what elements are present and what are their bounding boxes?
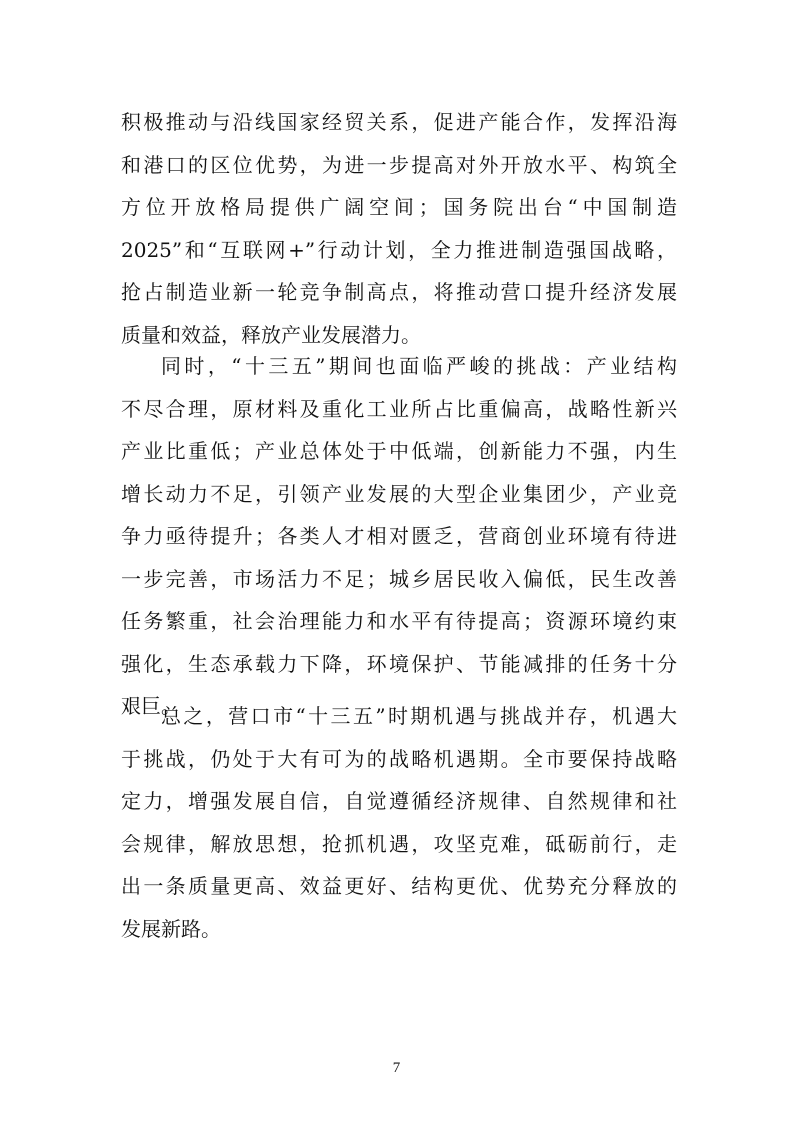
text-line: 质量和效益，释放产业发展潜力。 [121,322,421,347]
text-line: 于挑战，仍处于大有可为的战略机遇期。全市要保持战略 [121,746,677,771]
paragraph-1 [121,101,677,356]
text-line: 方位开放格局提供广阔空间；国务院出台“中国制造 [121,195,677,219]
text-line: 争力亟待提升；各类人才相对匮乏，营商创业环境有待进 [121,524,677,548]
text-line: 会规律，解放思想，抢抓机遇，攻坚克难，砥砺前行，走 [121,831,677,856]
paragraph-3 [121,695,677,950]
text-line: 积极推动与沿线国家经贸关系，促进产能合作，发挥沿海 [121,110,677,134]
text-line: 同时，“十三五”期间也面临严峻的挑战：产业结构 [161,354,677,378]
text-line: 产业比重低；产业总体处于中低端，创新能力不强，内生 [121,439,677,463]
text-line: 定力，增强发展自信，自觉遵循经济规律、自然规律和社 [121,789,677,813]
text-line: 总之，营口市“十三五”时期机遇与挑战并存，机遇大 [161,704,677,728]
text-line: 艰巨。 [121,694,181,718]
text-line: 和港口的区位优势，为进一步提高对外开放水平、构筑全 [121,152,677,177]
paragraph-2 [121,345,677,728]
text-line: 强化，生态承载力下降，环境保护、节能减排的任务十分 [121,651,677,676]
text-line: 不尽合理，原材料及重化工业所占比重偏高，战略性新兴 [121,396,677,421]
text-line: 抢占制造业新一轮竞争制高点，将推动营口提升经济发展 [121,280,677,304]
text-line: 增长动力不足，引领产业发展的大型企业集团少，产业竞 [121,481,677,506]
text-line: 发展新路。 [121,916,221,941]
text-line: 一步完善，市场活力不足；城乡居民收入偏低，民生改善 [121,566,677,591]
page-number: 7 [392,1060,401,1076]
text-line: 任务繁重，社会治理能力和水平有待提高；资源环境约束 [121,609,677,633]
text-line: 2025”和“互联网+”行动计划，全力推进制造强国战略， [121,237,677,262]
text-line: 出一条质量更高、效益更好、结构更优、优势充分释放的 [121,874,677,898]
